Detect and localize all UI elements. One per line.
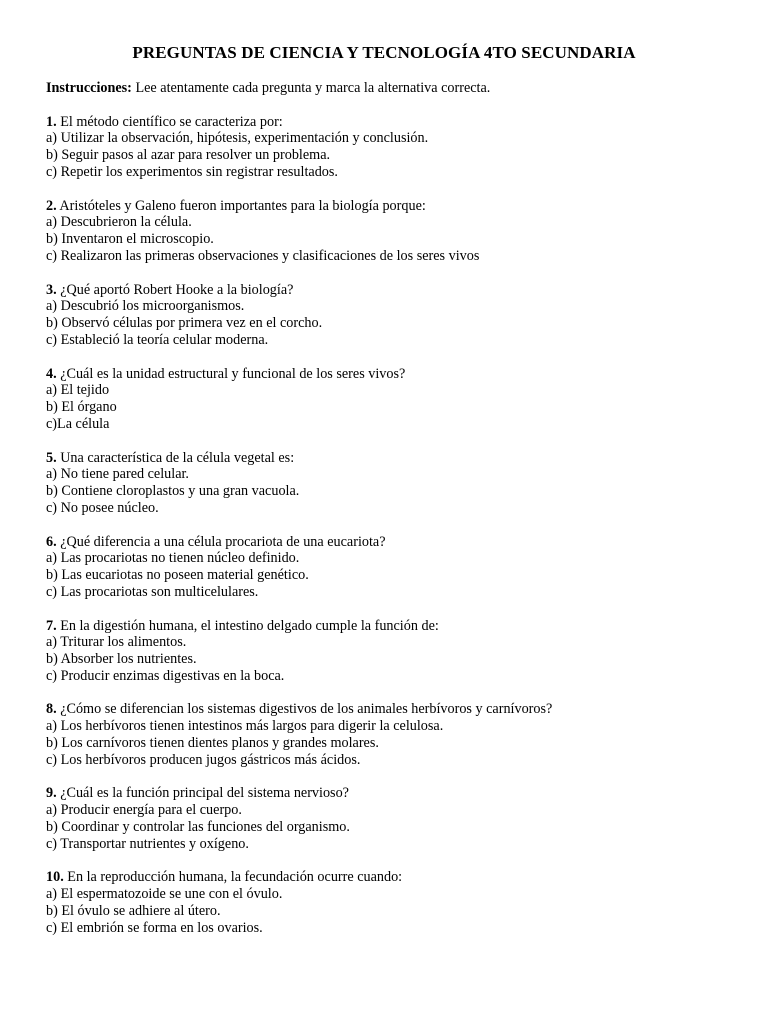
question-8 [46,701,736,768]
question-stem [46,618,736,635]
option-c: c) Los herbívoros producen jugos gástricos más ácidos. [46,751,361,768]
option-b: b) Contiene cloroplastos y una gran vacuola. [46,483,300,500]
option-c: c) No posee núcleo. [46,499,159,516]
question-text: Una característica de la célula vegetal es: [56,449,295,466]
option-c: c) Repetir los experimentos sin registrar resultados. [46,163,338,180]
option-c: c) Producir enzimas digestivas en la boca. [46,667,285,684]
question-number: 8. [46,701,57,718]
question-text: ¿Cómo se diferencian los sistemas digestivos de los animales herbívoros y carnívoros? [56,701,553,718]
option-a: a) El tejido [46,382,110,399]
option-b: b) Absorber los nutrientes. [46,651,197,668]
option-c: c)La célula [46,415,110,432]
question-text: ¿Cuál es la unidad estructural y funcional de los seres vivos? [56,365,406,382]
question-text: Aristóteles y Galeno fueron importantes para la biología porque: [56,197,426,214]
option-c: c) El embrión se forma en los ovarios. [46,919,263,936]
instructions [46,80,736,97]
question-text: ¿Qué diferencia a una célula procariota de una eucariota? [56,533,386,550]
question-text: En la reproducción humana, la fecundación ocurre cuando: [63,869,403,886]
question-5 [46,450,736,517]
question-9 [46,785,736,852]
option-a: a) Los herbívoros tienen intestinos más largos para digerir la celulosa. [46,718,444,735]
question-stem [46,534,736,551]
instructions-label: Instrucciones: [46,80,132,96]
question-number: 10. [46,869,64,886]
option-a: a) Las procariotas no tienen núcleo definido. [46,550,300,567]
question-number: 2. [46,197,57,214]
option-c: c) Transportar nutrientes y oxígeno. [46,835,249,852]
option-c: c) Realizaron las primeras observaciones y clasificaciones de los seres vivos [46,247,480,264]
option-b: b) Las eucariotas no poseen material genético. [46,567,309,584]
question-number: 1. [46,113,57,130]
question-6 [46,534,736,601]
option-c: c) Estableció la teoría celular moderna. [46,331,269,348]
option-a: a) El espermatozoide se une con el óvulo. [46,886,283,903]
option-b: b) El óvulo se adhiere al útero. [46,903,221,920]
question-1 [46,114,736,181]
question-text: ¿Qué aportó Robert Hooke a la biología? [56,281,294,298]
question-stem [46,450,736,467]
option-a: a) Descubrieron la célula. [46,214,192,231]
question-stem [46,282,736,299]
question-stem [46,366,736,383]
question-number: 6. [46,533,57,550]
question-stem [46,114,736,131]
instructions-text: Lee atentamente cada pregunta y marca la alternativa correcta. [131,80,491,96]
question-text: En la digestión humana, el intestino delgado cumple la función de: [56,617,439,634]
option-b: b) Seguir pasos al azar para resolver un problema. [46,147,331,164]
option-b: b) Los carnívoros tienen dientes planos y grandes molares. [46,735,379,752]
question-4 [46,366,736,433]
question-number: 5. [46,449,57,466]
document-title: PREGUNTAS DE CIENCIA Y TECNOLOGÍA 4TO SECUNDARIA [132,43,636,62]
option-a: a) Producir energía para el cuerpo. [46,802,242,819]
question-stem [46,785,736,802]
question-3 [46,282,736,349]
question-2 [46,198,736,265]
option-a: a) Descubrió los microorganismos. [46,298,245,315]
option-b: b) Inventaron el microscopio. [46,231,214,248]
question-number: 4. [46,365,57,382]
question-stem [46,198,736,215]
option-b: b) El órgano [46,399,117,416]
question-number: 3. [46,281,57,298]
question-number: 7. [46,617,57,634]
option-a: a) Utilizar la observación, hipótesis, experimentación y conclusión. [46,130,429,147]
document-body [46,80,736,953]
question-10 [46,869,736,936]
option-b: b) Coordinar y controlar las funciones del organismo. [46,819,350,836]
question-text: ¿Cuál es la función principal del sistema nervioso? [56,785,349,802]
question-stem [46,701,736,718]
instructions-line [46,80,736,97]
question-number: 9. [46,785,57,802]
question-7 [46,618,736,685]
option-b: b) Observó células por primera vez en el corcho. [46,315,323,332]
option-a: a) Triturar los alimentos. [46,634,187,651]
option-c: c) Las procariotas son multicelulares. [46,583,259,600]
option-a: a) No tiene pared celular. [46,466,189,483]
question-text: El método científico se caracteriza por: [56,113,283,130]
question-stem [46,869,736,886]
